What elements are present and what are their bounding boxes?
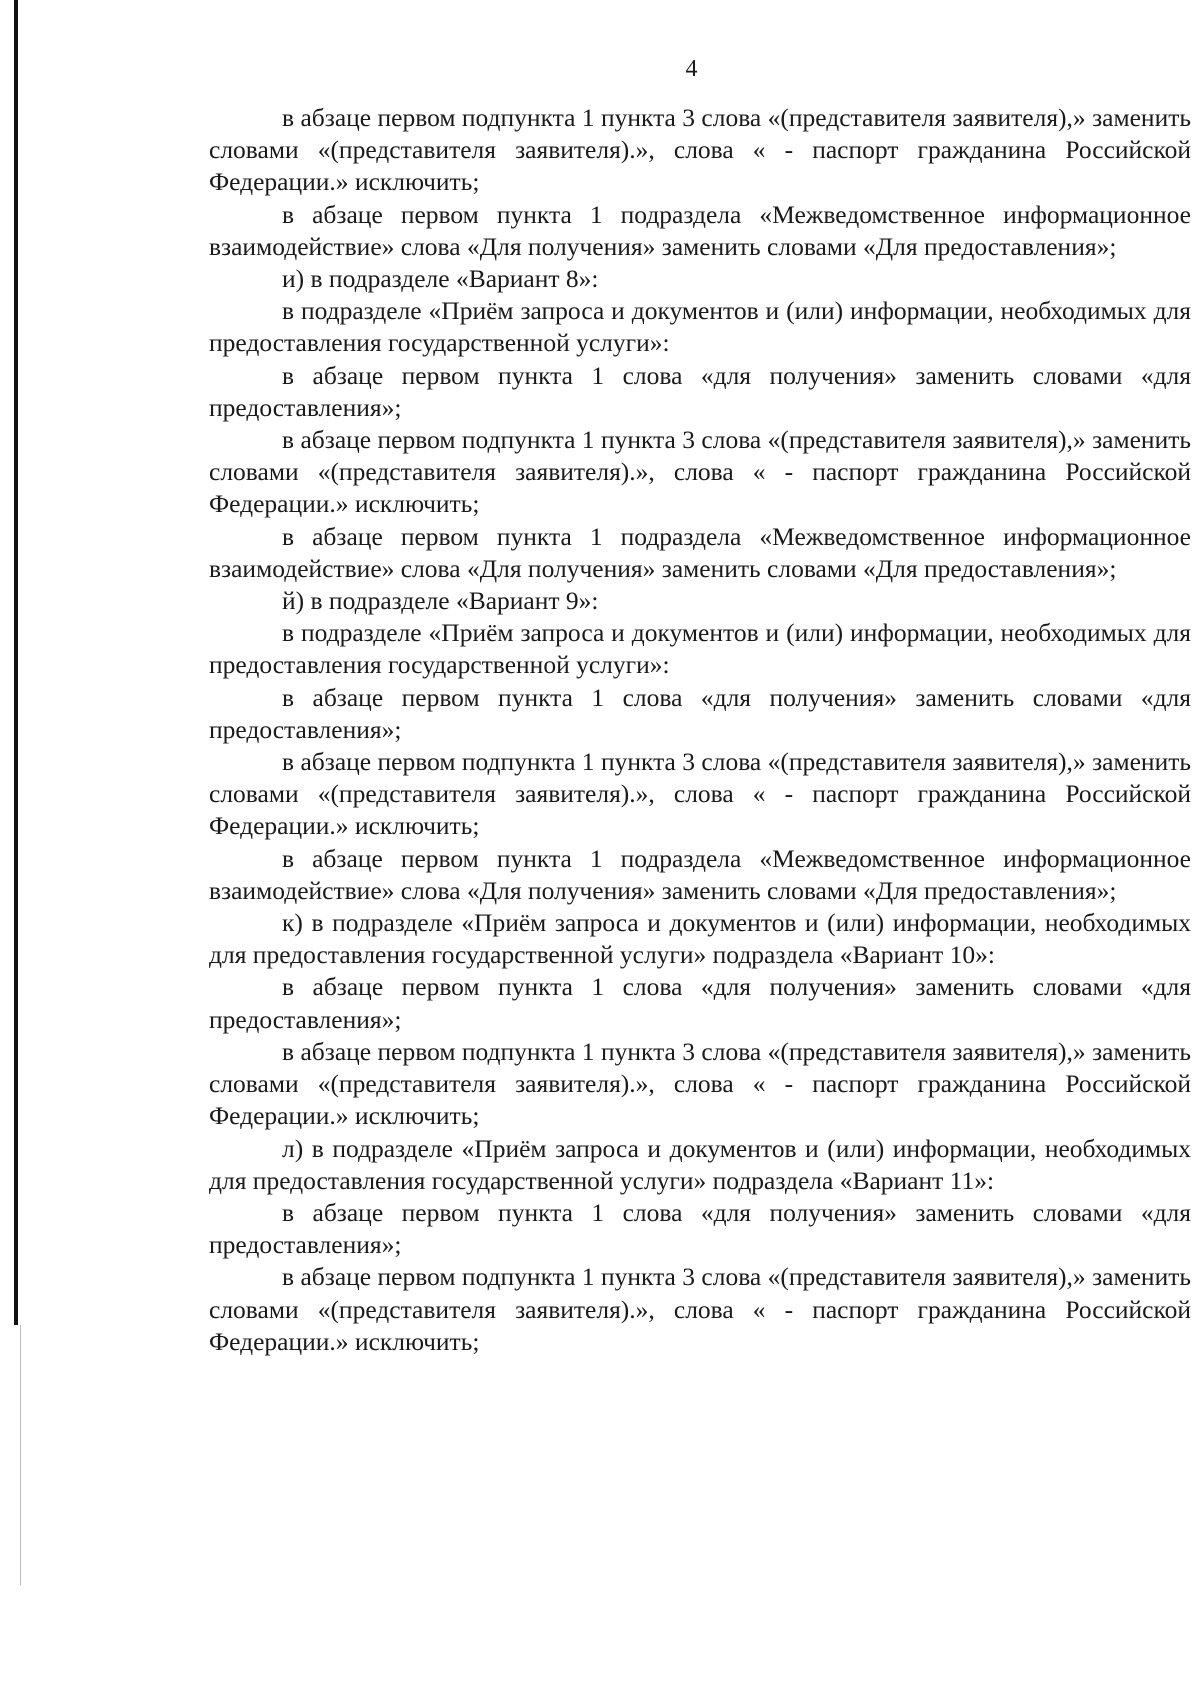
- paragraph: в абзаце первом подпункта 1 пункта 3 слова «(представителя заявителя),» заменить словами «(представителя заявителя).», слова « - паспорт гражданина Российской Федерации.» исключить;: [209, 747, 1191, 841]
- paragraph: в подразделе «Приём запроса и документов и (или) информации, необходимых для предоставления государственной услуги»:: [209, 296, 1191, 358]
- scan-edge-faint-line: [20, 1325, 21, 1585]
- page-number: 4: [685, 56, 698, 82]
- paragraph: в абзаце первом подпункта 1 пункта 3 слова «(представителя заявителя),» заменить словами «(представителя заявителя).», слова « - паспорт гражданина Российской Федерации.» исключить;: [209, 1036, 1191, 1131]
- paragraph: к) в подразделе «Приём запроса и документов и (или) информации, необходимых для предоставления государственной услуги» подраздела «Вариант 10»:: [209, 908, 1191, 970]
- paragraph: в абзаце первом пункта 1 подраздела «Межведомственное информационное взаимодействие» слова «Для получения» заменить словами «Для предоставления»;: [209, 521, 1191, 583]
- document-body: [209, 102, 1191, 1358]
- paragraph: в абзаце первом пункта 1 слова «для получения» заменить словами «для предоставления»;: [209, 972, 1191, 1034]
- scan-edge-line: [14, 0, 18, 1325]
- paragraph: в абзаце первом пункта 1 слова «для получения» заменить словами «для предоставления»;: [209, 360, 1191, 422]
- paragraph: л) в подразделе «Приём запроса и документов и (или) информации, необходимых для предоставления государственной услуги» подраздела «Вариант 11»:: [209, 1133, 1191, 1195]
- paragraph: и) в подразделе «Вариант 8»:: [282, 264, 599, 294]
- paragraph: й) в подразделе «Вариант 9»:: [282, 586, 599, 616]
- paragraph: в подразделе «Приём запроса и документов и (или) информации, необходимых для предоставления государственной услуги»:: [209, 618, 1191, 680]
- paragraph: в абзаце первом подпункта 1 пункта 3 слова «(представителя заявителя),» заменить словами «(представителя заявителя).», слова « - паспорт гражданина Российской Федерации.» исключить;: [209, 425, 1191, 519]
- paragraph: в абзаце первом пункта 1 слова «для получения» заменить словами «для предоставления»;: [209, 682, 1191, 744]
- paragraph: в абзаце первом подпункта 1 пункта 3 слова «(представителя заявителя),» заменить словами «(представителя заявителя).», слова « - паспорт гражданина Российской Федерации.» исключить;: [209, 103, 1191, 197]
- paragraph: в абзаце первом подпункта 1 пункта 3 слова «(представителя заявителя),» заменить словами «(представителя заявителя).», слова « - паспорт гражданина Российской Федерации.» исключить;: [209, 1262, 1191, 1356]
- paragraph: в абзаце первом пункта 1 подраздела «Межведомственное информационное взаимодействие» слова «Для получения» заменить словами «Для предоставления»;: [209, 843, 1191, 905]
- paragraph: в абзаце первом пункта 1 слова «для получения» заменить словами «для предоставления»;: [209, 1197, 1191, 1260]
- paragraph: в абзаце первом пункта 1 подраздела «Межведомственное информационное взаимодействие» слова «Для получения» заменить словами «Для предоставления»;: [209, 199, 1191, 261]
